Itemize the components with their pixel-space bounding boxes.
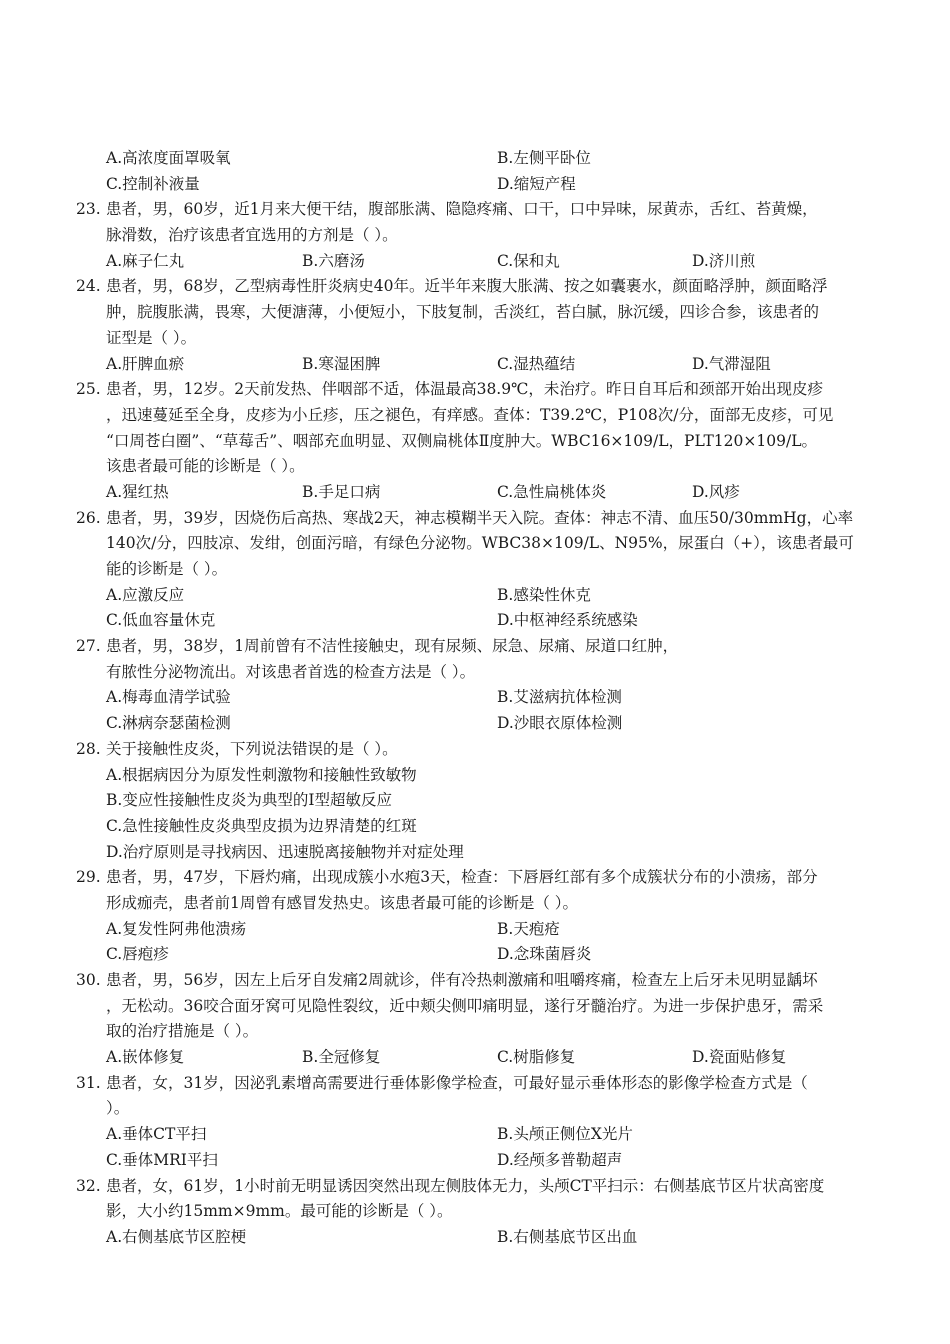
answer-option: C.湿热蕴结	[497, 354, 576, 373]
question-text: 证型是（ ）。	[106, 328, 197, 347]
question-line	[0, 403, 950, 429]
answer-option: C.淋病奈瑟菌检测	[106, 714, 231, 733]
answer-option: A.垂体CT平扫	[106, 1125, 207, 1144]
question-number: 31.	[76, 1073, 101, 1092]
answer-option: A.肝脾血瘀	[106, 354, 185, 373]
question-first-line	[0, 865, 950, 891]
option-b: B.左侧平卧位	[497, 149, 591, 167]
answer-option: A.麻子仁丸	[106, 251, 185, 270]
question-line	[0, 454, 950, 480]
question-line	[0, 531, 950, 557]
option-row	[0, 352, 950, 378]
question-first-line	[0, 634, 950, 660]
question-line	[0, 1096, 950, 1122]
question-number: 24.	[76, 277, 101, 296]
answer-option: D.念珠菌唇炎	[497, 945, 592, 964]
question-first-line	[0, 377, 950, 403]
question-text: 取的治疗措施是（ ）。	[106, 1022, 259, 1041]
question-line	[0, 300, 950, 326]
answer-option: B.头颅正侧位X光片	[497, 1125, 633, 1144]
question-line	[0, 994, 950, 1020]
option-row	[0, 172, 950, 198]
answer-option: C.垂体MRI平扫	[106, 1150, 218, 1169]
answer-option: A.根据病因分为原发性刺激物和接触性致敏物	[106, 765, 417, 784]
option-a: A.高浓度面罩吸氧	[106, 149, 231, 167]
question-text: 关于接触性皮炎，下列说法错误的是（ ）。	[106, 739, 398, 758]
option-row	[0, 814, 950, 840]
question-text: 140次/分，四肢凉、发绀，创面污暗，有绿色分泌物。WBC38×109/L、N95%，尿蛋白（+），该患者最可	[106, 534, 854, 553]
question-text: 患者，男，39岁，因烧伤后高热、寒战2天，神志模糊半天入院。查体：神志不清、血压50/30mmHg，心率	[106, 508, 854, 527]
question-first-line	[0, 1174, 950, 1200]
answer-option: B.变应性接触性皮炎为典型的Ⅰ型超敏反应	[106, 791, 392, 810]
answer-option: A.应激反应	[106, 585, 185, 604]
answer-option: C.保和丸	[497, 251, 560, 270]
answer-option: B.感染性休克	[497, 585, 591, 604]
question-text: 患者，女，31岁，因泌乳素增高需要进行垂体影像学检查，可最好显示垂体形态的影像学检查方式是（	[106, 1073, 808, 1092]
question-text: 脉滑数，治疗该患者宜选用的方剂是（ ）。	[106, 226, 398, 245]
question-first-line	[0, 197, 950, 223]
question-number: 29.	[76, 868, 101, 887]
question-text: 该患者最可能的诊断是（ ）。	[106, 457, 305, 476]
question-line	[0, 223, 950, 249]
question-text: 患者，男，56岁，因左上后牙自发痛2周就诊，伴有冷热刺激痛和咀嚼疼痛，检查左上后牙未见明显龋坏	[106, 971, 818, 989]
answer-option: B.寒湿困脾	[302, 354, 381, 373]
answer-option: D.气滞湿阻	[692, 354, 771, 373]
option-row	[0, 1148, 950, 1174]
answer-option: C.急性扁桃体炎	[497, 482, 607, 501]
question-number: 30.	[76, 971, 101, 989]
answer-option: A.复发性阿弗他溃疡	[106, 919, 247, 938]
question-text: 患者，男，68岁，乙型病毒性肝炎病史40年。近半年来腹大胀满、按之如囊裹水，颜面略浮肿，颜面略浮	[106, 277, 828, 296]
question-number: 25.	[76, 380, 101, 399]
answer-option: A.梅毒血清学试验	[106, 688, 231, 707]
answer-option: A.猩红热	[106, 482, 169, 501]
option-row	[0, 608, 950, 634]
exam-page	[0, 146, 950, 1251]
question-text: 肿，脘腹胀满，畏寒，大便溏薄，小便短小，下肢复制，舌淡红，苔白腻，脉沉缓，四诊合参，该患者的	[106, 303, 820, 322]
answer-option: B.艾滋病抗体检测	[497, 688, 622, 707]
option-row	[0, 840, 950, 866]
answer-option: C.树脂修复	[497, 1048, 576, 1067]
option-row	[0, 711, 950, 737]
answer-option: C.急性接触性皮炎典型皮损为边界清楚的红斑	[106, 816, 417, 835]
question-text: ）。	[106, 1099, 130, 1118]
question-first-line	[0, 737, 950, 763]
question-text: 患者，男，12岁。2天前发热、伴咽部不适，体温最高38.9℃，未治疗。昨日自耳后和颈部开始出现皮疹	[106, 380, 823, 399]
option-row	[0, 1225, 950, 1251]
question-number: 23.	[76, 200, 101, 219]
option-row	[0, 685, 950, 711]
option-row	[0, 249, 950, 275]
question-line	[0, 557, 950, 583]
answer-option: B.天疱疮	[497, 919, 560, 938]
answer-option: D.风疹	[692, 482, 740, 501]
question-line	[0, 660, 950, 686]
option-row	[0, 942, 950, 968]
answer-option: D.沙眼衣原体检测	[497, 714, 623, 733]
answer-option: A.嵌体修复	[106, 1048, 185, 1067]
answer-option: A.右侧基底节区腔梗	[106, 1227, 247, 1246]
question-text: 能的诊断是（ ）。	[106, 560, 228, 578]
question-line	[0, 1019, 950, 1045]
answer-option: B.六磨汤	[302, 251, 365, 270]
answer-option: C.低血容量休克	[106, 611, 216, 630]
answer-option: D.瓷面贴修复	[692, 1048, 787, 1067]
answer-option: D.治疗原则是寻找病因、迅速脱离接触物并对症处理	[106, 842, 464, 861]
question-text: 患者，男，47岁，下唇灼痛，出现成簇小水疱3天，检查：下唇唇红部有多个成簇状分布的小溃疡，部分	[106, 868, 818, 887]
question-first-line	[0, 506, 950, 532]
answer-option: D.济川煎	[692, 251, 756, 270]
option-row	[0, 788, 950, 814]
option-c: C.控制补液量	[106, 174, 200, 193]
question-line	[0, 891, 950, 917]
answer-option: D.中枢神经系统感染	[497, 611, 638, 630]
answer-option: B.手足口病	[302, 482, 381, 501]
option-row	[0, 917, 950, 943]
option-d: D.缩短产程	[497, 174, 576, 193]
question-text: “口周苍白圈”、“草莓舌”、咽部充血明显、双侧扁桃体Ⅱ度肿大。WBC16×109/L，PLT120×109/L。	[106, 431, 817, 450]
option-row	[0, 480, 950, 506]
question-number: 28.	[76, 739, 101, 758]
answer-option: B.全冠修复	[302, 1048, 381, 1067]
question-text: 影，大小约15mm×9mm。最可能的诊断是（ ）。	[106, 1202, 453, 1221]
question-text: 形成痂壳，患者前1周曾有感冒发热史。该患者最可能的诊断是（ ）。	[106, 893, 579, 912]
question-text: 患者，男，60岁，近1月来大便干结，腹部胀满、隐隐疼痛、口干，口中异味，尿黄赤，舌红、苔黄燥，	[106, 200, 818, 219]
question-text: 患者，女，61岁，1小时前无明显诱因突然出现左侧肢体无力，头颅CT平扫示：右侧基底节区片状高密度	[106, 1176, 825, 1195]
question-list	[0, 197, 950, 1250]
question-number: 32.	[76, 1176, 101, 1195]
answer-option: C.唇疱疹	[106, 945, 169, 964]
question-first-line	[0, 1071, 950, 1097]
question-number: 27.	[76, 637, 101, 656]
answer-option: D.经颅多普勒超声	[497, 1150, 623, 1169]
question-first-line	[0, 968, 950, 994]
answer-option: B.右侧基底节区出血	[497, 1227, 638, 1246]
question-number: 26.	[76, 508, 101, 527]
option-row	[0, 1122, 950, 1148]
option-row	[0, 1045, 950, 1071]
question-line	[0, 326, 950, 352]
option-row	[0, 583, 950, 609]
question-first-line	[0, 274, 950, 300]
option-row	[0, 763, 950, 789]
question-text: 有脓性分泌物流出。对该患者首选的检查方法是（ ）。	[106, 662, 476, 681]
question-text: ，无松动。36咬合面牙窝可见隐性裂纹，近中颊尖侧叩痛明显，遂行牙髓治疗。为进一步保护患牙，需采	[106, 996, 824, 1015]
question-text: ，迅速蔓延至全身，皮疹为小丘疹，压之褪色，有痒感。查体：T39.2℃，P108次/分，面部无皮疹，可见	[106, 405, 834, 424]
question-line	[0, 1199, 950, 1225]
question-line	[0, 429, 950, 455]
option-row	[0, 146, 950, 172]
question-text: 患者，男，38岁，1周前曾有不洁性接触史，现有尿频、尿急、尿痛、尿道口红肿，	[106, 637, 679, 656]
